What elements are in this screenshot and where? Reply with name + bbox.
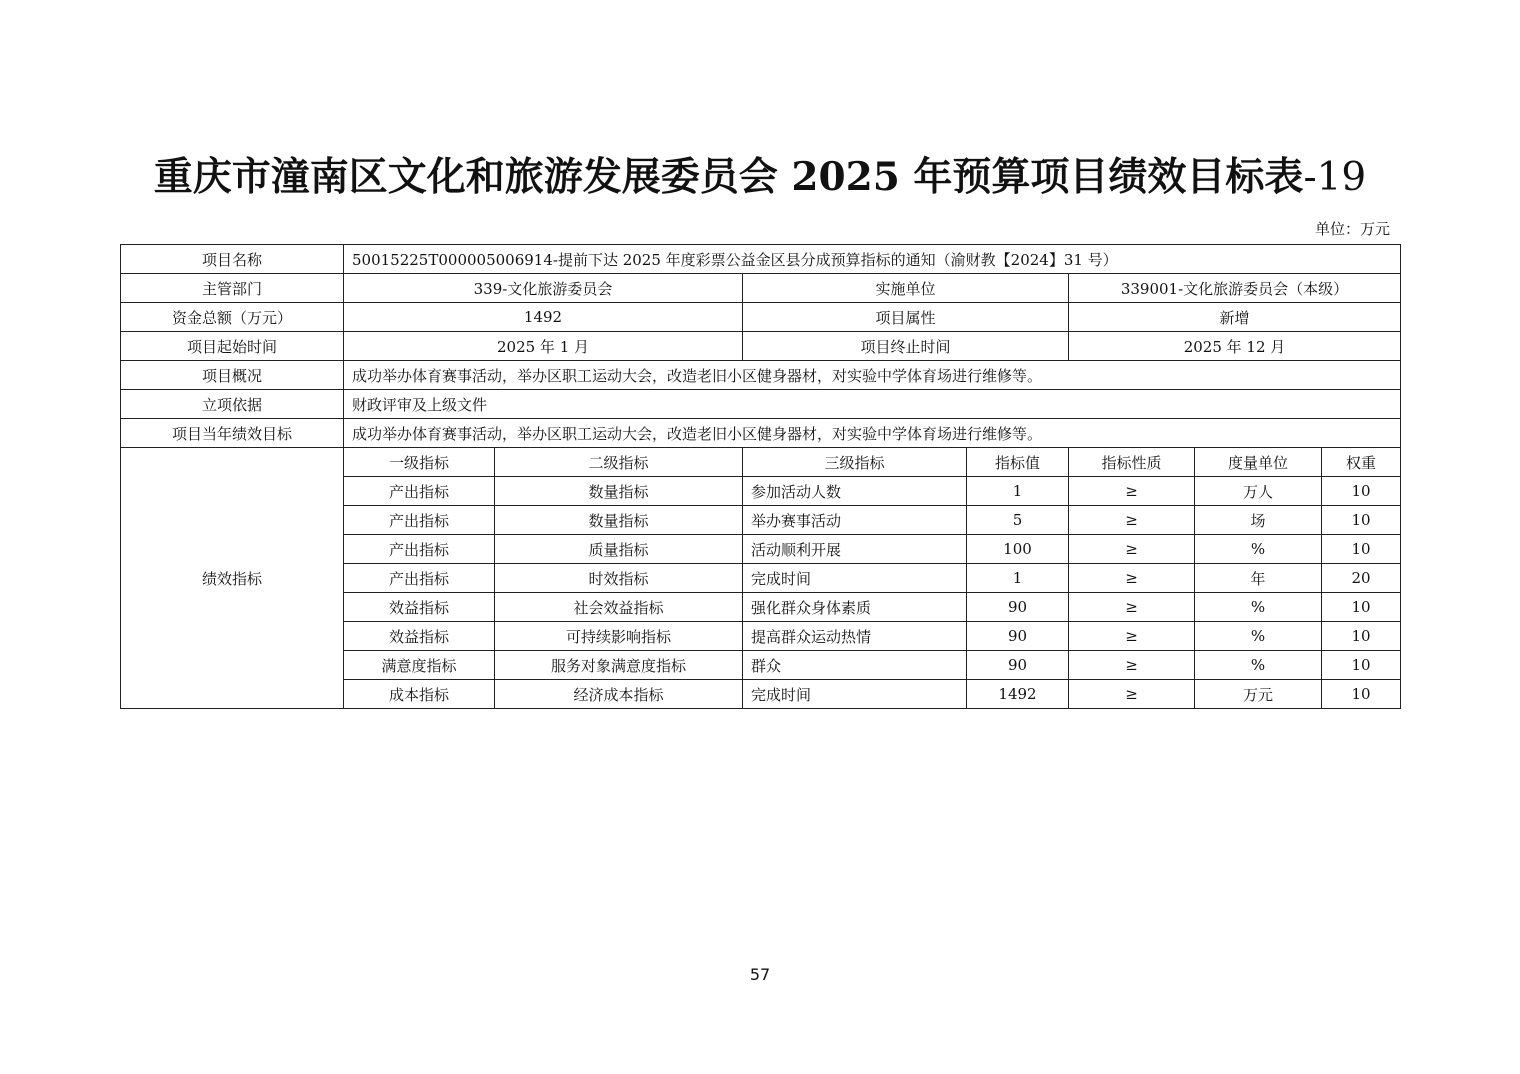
dept-value: 339-文化旅游委员会 <box>344 274 743 303</box>
basis-label: 立项依据 <box>121 390 344 419</box>
header-level2: 二级指标 <box>495 448 743 477</box>
attr-value: 新增 <box>1069 303 1401 332</box>
end-value: 2025 年 12 月 <box>1069 332 1401 361</box>
level1-cell: 成本指标 <box>344 680 495 709</box>
header-unit: 度量单位 <box>1195 448 1322 477</box>
value-cell: 5 <box>967 506 1069 535</box>
level2-cell: 数量指标 <box>495 506 743 535</box>
unit-cell: 万人 <box>1195 477 1322 506</box>
value-cell: 1 <box>967 564 1069 593</box>
unit-cell: % <box>1195 651 1322 680</box>
project-name-value: 50015225T000005006914-提前下达 2025 年度彩票公益金区县分成预算指标的通知（渝财教【2024】31 号） <box>344 245 1401 274</box>
unit-cell: 年 <box>1195 564 1322 593</box>
weight-cell: 10 <box>1322 680 1401 709</box>
nature-cell: ≥ <box>1069 564 1195 593</box>
overview-label: 项目概况 <box>121 361 344 390</box>
impl-value: 339001-文化旅游委员会（本级） <box>1069 274 1401 303</box>
row-dates <box>121 332 1401 361</box>
weight-cell: 10 <box>1322 506 1401 535</box>
performance-table <box>120 244 1401 709</box>
row-funds <box>121 303 1401 332</box>
unit-label: 单位：万元 <box>1314 220 1390 238</box>
project-name-label: 项目名称 <box>121 245 344 274</box>
level1-cell: 效益指标 <box>344 622 495 651</box>
funds-value: 1492 <box>344 303 743 332</box>
level3-cell: 活动顺利开展 <box>743 535 967 564</box>
level2-cell: 服务对象满意度指标 <box>495 651 743 680</box>
level3-cell: 完成时间 <box>743 680 967 709</box>
level2-cell: 质量指标 <box>495 535 743 564</box>
weight-cell: 10 <box>1322 593 1401 622</box>
title-suffix: -19 <box>1303 155 1367 200</box>
row-goal <box>121 419 1401 448</box>
row-overview <box>121 361 1401 390</box>
title-main: 重庆市潼南区文化和旅游发展委员会 2025 年预算项目绩效目标表 <box>153 154 1304 200</box>
level3-cell: 完成时间 <box>743 564 967 593</box>
weight-cell: 10 <box>1322 622 1401 651</box>
value-cell: 90 <box>967 593 1069 622</box>
goal-label: 项目当年绩效目标 <box>121 419 344 448</box>
unit-cell: 场 <box>1195 506 1322 535</box>
level3-cell: 群众 <box>743 651 967 680</box>
value-cell: 90 <box>967 651 1069 680</box>
nature-cell: ≥ <box>1069 535 1195 564</box>
header-value: 指标值 <box>967 448 1069 477</box>
level1-cell: 效益指标 <box>344 593 495 622</box>
nature-cell: ≥ <box>1069 680 1195 709</box>
nature-cell: ≥ <box>1069 477 1195 506</box>
basis-value: 财政评审及上级文件 <box>344 390 1401 419</box>
level3-cell: 提高群众运动热情 <box>743 622 967 651</box>
level2-cell: 可持续影响指标 <box>495 622 743 651</box>
page-number: 57 <box>749 965 771 984</box>
nature-cell: ≥ <box>1069 651 1195 680</box>
value-cell: 90 <box>967 622 1069 651</box>
funds-label: 资金总额（万元） <box>121 303 344 332</box>
weight-cell: 20 <box>1322 564 1401 593</box>
level1-cell: 产出指标 <box>344 564 495 593</box>
level2-cell: 时效指标 <box>495 564 743 593</box>
header-level1: 一级指标 <box>344 448 495 477</box>
page-title <box>0 146 1520 202</box>
end-label: 项目终止时间 <box>743 332 1069 361</box>
value-cell: 1492 <box>967 680 1069 709</box>
level3-cell: 举办赛事活动 <box>743 506 967 535</box>
level1-cell: 产出指标 <box>344 477 495 506</box>
impl-label: 实施单位 <box>743 274 1069 303</box>
weight-cell: 10 <box>1322 535 1401 564</box>
level2-cell: 数量指标 <box>495 477 743 506</box>
overview-value: 成功举办体育赛事活动，举办区职工运动大会，改造老旧小区健身器材，对实验中学体育场进行维修等。 <box>344 361 1401 390</box>
value-cell: 100 <box>967 535 1069 564</box>
goal-value: 成功举办体育赛事活动，举办区职工运动大会，改造老旧小区健身器材，对实验中学体育场进行维修等。 <box>344 419 1401 448</box>
level2-cell: 经济成本指标 <box>495 680 743 709</box>
row-basis <box>121 390 1401 419</box>
unit-cell: 万元 <box>1195 680 1322 709</box>
header-weight: 权重 <box>1322 448 1401 477</box>
level1-cell: 产出指标 <box>344 535 495 564</box>
weight-cell: 10 <box>1322 651 1401 680</box>
header-level3: 三级指标 <box>743 448 967 477</box>
row-project-name <box>121 245 1401 274</box>
unit-cell: % <box>1195 593 1322 622</box>
unit-cell: % <box>1195 535 1322 564</box>
nature-cell: ≥ <box>1069 593 1195 622</box>
indicator-header-row <box>121 448 1401 477</box>
value-cell: 1 <box>967 477 1069 506</box>
indicators-section-label: 绩效指标 <box>121 448 344 709</box>
row-department <box>121 274 1401 303</box>
nature-cell: ≥ <box>1069 506 1195 535</box>
level3-cell: 强化群众身体素质 <box>743 593 967 622</box>
level1-cell: 满意度指标 <box>344 651 495 680</box>
level1-cell: 产出指标 <box>344 506 495 535</box>
unit-cell: % <box>1195 622 1322 651</box>
attr-label: 项目属性 <box>743 303 1069 332</box>
header-nature: 指标性质 <box>1069 448 1195 477</box>
start-label: 项目起始时间 <box>121 332 344 361</box>
level3-cell: 参加活动人数 <box>743 477 967 506</box>
start-value: 2025 年 1 月 <box>344 332 743 361</box>
level2-cell: 社会效益指标 <box>495 593 743 622</box>
nature-cell: ≥ <box>1069 622 1195 651</box>
dept-label: 主管部门 <box>121 274 344 303</box>
weight-cell: 10 <box>1322 477 1401 506</box>
